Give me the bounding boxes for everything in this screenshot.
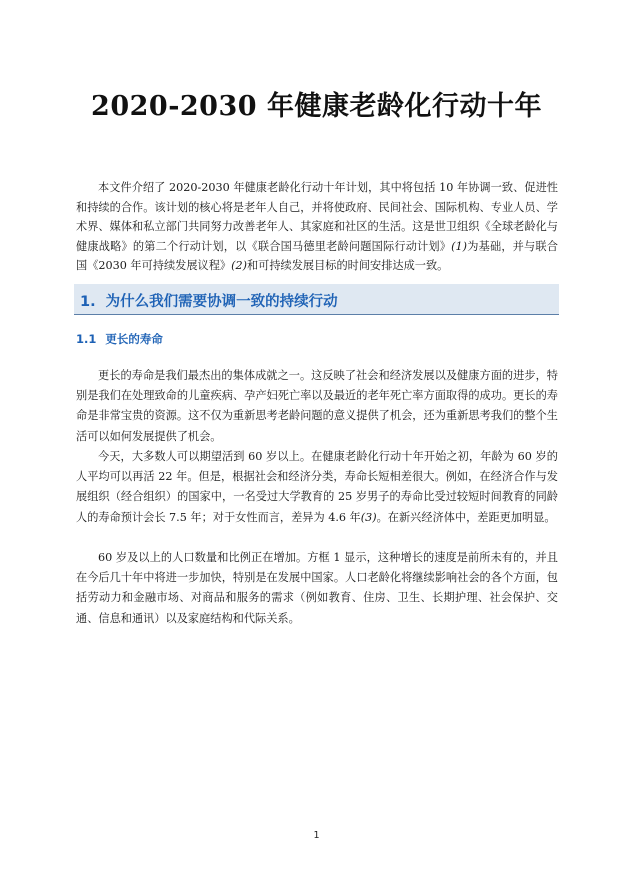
body-paragraph-2-ref: (3) [360, 510, 377, 524]
body-paragraph-2 [76, 447, 558, 528]
body-paragraph-2-text-1: 今天，大多数人可以期望活到 60 岁以上。在健康老龄化行动十年开始之初，年龄为 60 岁的人平均可以再活 22 年。但是，根据社会和经济分类，寿命长短相差很大。例如，在经济合作与发展组织（经合组织）的国家中，一名受过大学教育的 25 岁男子的寿命比受过较短时间教育的同龄人的寿命预计会长 7.5 年；对于女性而言，差异为 4.6 年 [76, 450, 558, 524]
section-heading-text: 为什么我们需要协调一致的持续行动 [105, 294, 338, 310]
document-title: 2020-2030 年健康老龄化行动十年 [91, 91, 542, 122]
body-paragraph-1: 更长的寿命是我们最杰出的集体成就之一。这反映了社会和经济发展以及健康方面的进步，特别是我们在处理致命的儿童疾病、孕产妇死亡率以及最近的老年死亡率方面取得的成功。更长的寿命是非常宝贵的资源。这不仅为重新思考老龄问题的意义提供了机会，还为重新思考我们的整个生活可以如何发展提供了机会。 [76, 369, 558, 443]
section-heading-band [74, 284, 559, 315]
intro-paragraph [76, 178, 558, 276]
section-heading [80, 290, 338, 311]
intro-text-2: 为基础，并与联合国《2030 年可持续发展议程》 [76, 239, 558, 273]
section-number: 1. [80, 294, 96, 310]
subsection-heading [76, 331, 163, 347]
subsection-heading-text: 更长的寿命 [105, 332, 163, 346]
body-paragraph-2-text-2: 。在新兴经济体中，差距更加明显。 [376, 510, 556, 524]
page-number: 1 [313, 830, 320, 841]
subsection-number: 1.1 [76, 332, 97, 346]
body-paragraph-3: 60 岁及以上的人口数量和比例正在增加。方框 1 显示，这种增长的速度是前所未有的，并且在今后几十年中将进一步加快，特别是在发展中国家。人口老龄化将继续影响社会的各个方面，包括劳动力和金融市场、对商品和服务的需求（例如教育、住房、卫生、长期护理、社会保护、交通、信息和通讯）以及家庭结构和代际关系。 [76, 551, 558, 625]
intro-text-3: 和可持续发展目标的时间安排达成一致。 [246, 259, 449, 273]
intro-text-1: 本文件介绍了 2020-2030 年健康老龄化行动十年计划，其中将包括 10 年协调一致、促进性和持续的合作。该计划的核心将是老年人自己，并将使政府、民间社会、国际机构、专业人员、学术界、媒体和私立部门共同努力改善老年人、其家庭和社区的生活。这是世卫组织《全球老龄化与健康战略》的第二个行动计划，以《联合国马德里老龄问题国际行动计划》 [76, 181, 558, 253]
intro-ref-1: (1) [451, 239, 468, 253]
intro-ref-2: (2) [231, 259, 247, 273]
